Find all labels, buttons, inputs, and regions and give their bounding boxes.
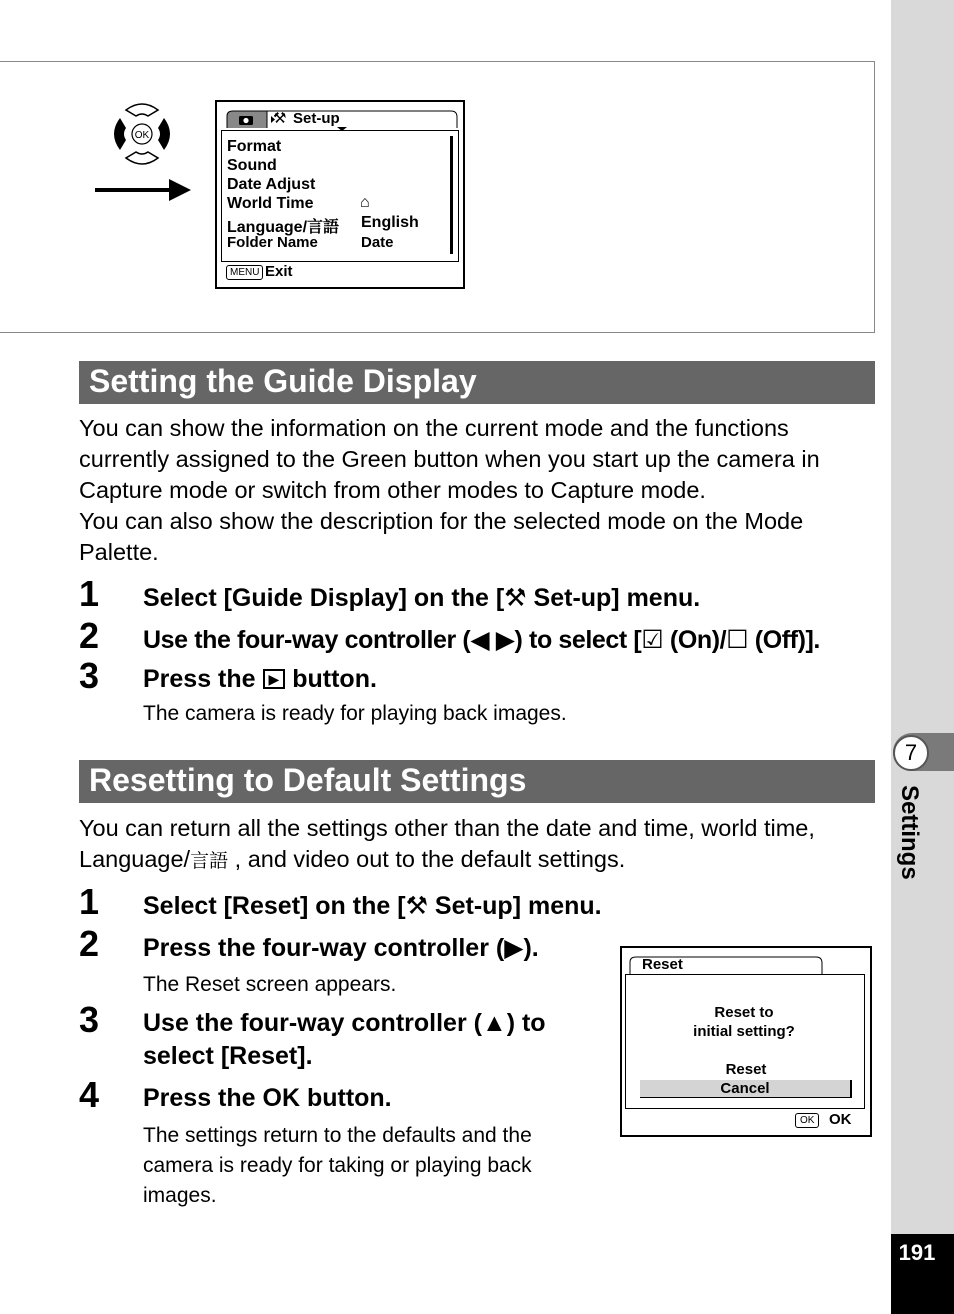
step-text-line2: select [Reset]. — [143, 1042, 313, 1070]
menu-item-date-adjust[interactable]: Date Adjust — [227, 176, 316, 193]
step-text: Press the ▶ button. — [143, 665, 377, 693]
language-icon: 言語 — [190, 851, 229, 872]
step-number: 3 — [79, 999, 100, 1040]
ok-button-badge: OK — [795, 1113, 819, 1128]
step-subtext: images. — [143, 1184, 217, 1207]
home-icon: ⌂ — [360, 194, 370, 211]
section1-paragraph1: You can show the information on the current mode and the functions currently assigned to the Green button when you start up the camera in Capture mode or switch from other modes to Capture mode. — [79, 415, 820, 503]
up-arrow-icon: ▲ — [481, 1009, 507, 1037]
step-text: Select [Guide Display] on the [⚒ Set-up] menu. — [143, 584, 701, 612]
ok-label[interactable]: OK — [829, 1111, 852, 1128]
step-text: Use the four-way controller (▲) to — [143, 1009, 546, 1037]
sidebar-background — [891, 0, 954, 1314]
step-text: Press the OK button. — [143, 1084, 392, 1112]
chapter-number: 7 — [893, 735, 929, 771]
menu-item-language[interactable]: Language/言語 — [227, 219, 340, 236]
menu-item-folder-name[interactable]: Folder Name — [227, 234, 318, 251]
left-right-arrows-icon: ◀ ▶ — [470, 626, 515, 654]
step-number: 4 — [79, 1074, 100, 1115]
exit-label[interactable]: Exit — [265, 263, 293, 280]
checkbox-empty-icon: ☐ — [726, 626, 749, 654]
step-subtext: The Reset screen appears. — [143, 973, 397, 996]
wrench-icon: ⚒ — [504, 584, 527, 612]
step-number: 2 — [79, 615, 100, 656]
menu-value-folder-name: Date — [361, 234, 394, 251]
right-arrow-icon: ▶ — [504, 934, 524, 962]
section2-paragraph-line1: You can return all the settings other than the date and time, world time, — [79, 815, 815, 841]
reset-question-line2: initial setting? — [693, 1023, 795, 1040]
playback-button-icon: ▶ — [263, 669, 286, 689]
menu-button-badge: MENU — [226, 265, 263, 280]
wrench-icon: ⚒ — [405, 892, 428, 920]
section-heading-guide-display: Setting the Guide Display — [79, 361, 875, 404]
svg-text:OK: OK — [134, 130, 150, 141]
step-number: 1 — [79, 573, 100, 614]
menu-item-format[interactable]: Format — [227, 138, 282, 155]
menu-item-sound[interactable]: Sound — [227, 157, 277, 174]
checkbox-checked-icon: ☑ — [641, 626, 664, 654]
section-heading-reset: Resetting to Default Settings — [79, 760, 875, 803]
menu-item-world-time[interactable]: World Time — [227, 195, 314, 212]
four-way-controller-icon — [108, 100, 176, 168]
arrow-right-icon — [95, 176, 191, 204]
step-number: 3 — [79, 655, 100, 696]
scrollbar[interactable] — [450, 136, 453, 254]
section2-paragraph-line2: Language/言語 , and video out to the default settings. — [79, 846, 626, 872]
menu-value-language: English — [361, 214, 419, 231]
chapter-title: Settings — [896, 785, 923, 880]
page-number: 191 — [898, 1240, 936, 1265]
step-number: 2 — [79, 923, 100, 964]
option-reset[interactable]: Reset — [725, 1061, 767, 1078]
setup-tab-label: Set-up — [293, 110, 340, 127]
step-text: Press the four-way controller (▶). — [143, 934, 539, 962]
setup-menu-screen — [215, 100, 465, 289]
reset-tab-label: Reset — [642, 956, 683, 973]
reset-question-line1: Reset to — [714, 1004, 774, 1021]
step-number: 1 — [79, 881, 100, 922]
step-subtext: The camera is ready for playing back images. — [143, 702, 567, 725]
section1-paragraph2: You can also show the description for the selected mode on the Mode Palette. — [79, 508, 804, 565]
step-text: Select [Reset] on the [⚒ Set-up] menu. — [143, 892, 602, 920]
step-text: Use the four-way controller (◀ ▶) to select [☑ (On)/☐ (Off)]. — [143, 626, 820, 654]
setup-tab-bar — [223, 108, 459, 130]
option-cancel[interactable]: Cancel — [640, 1080, 852, 1098]
wrench-icon: ⚒ — [273, 110, 287, 127]
reset-screen — [620, 946, 872, 1137]
step-subtext: camera is ready for taking or playing back — [143, 1154, 532, 1177]
step-subtext: The settings return to the defaults and the — [143, 1124, 532, 1147]
